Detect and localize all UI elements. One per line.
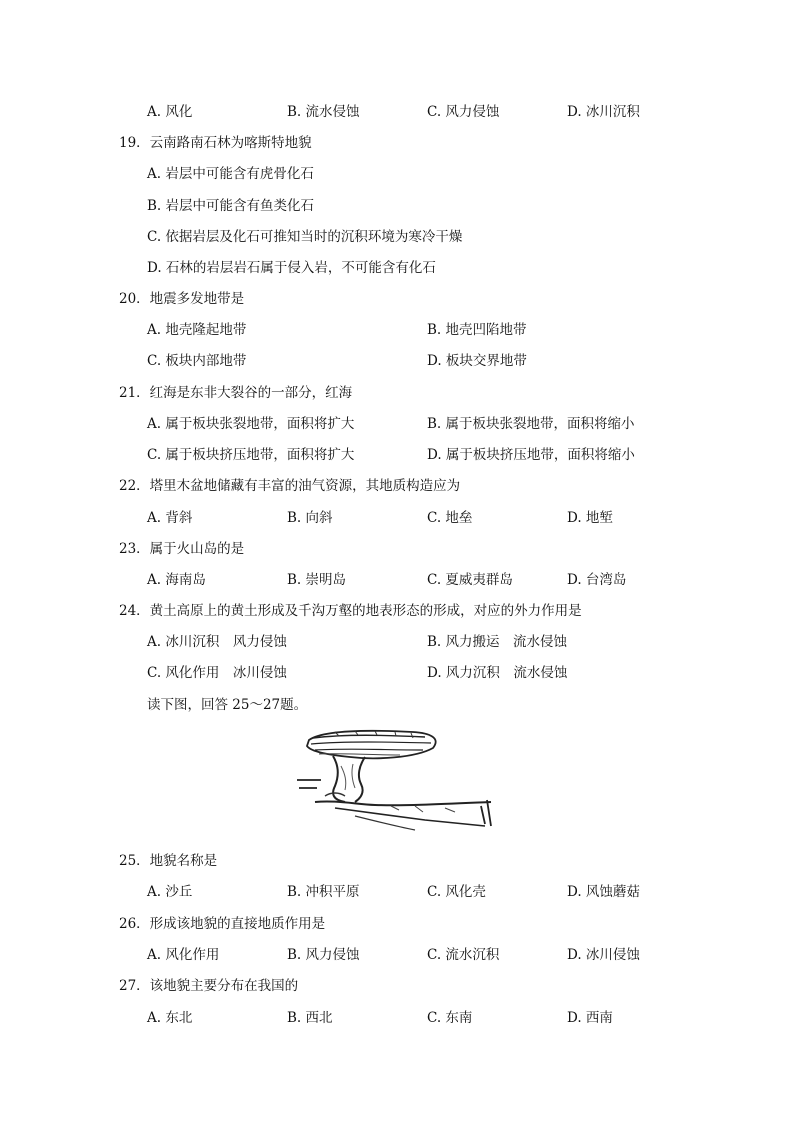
q21-option-a: A. 属于板块张裂地带，面积将扩大 — [147, 416, 355, 432]
q20-stem: 20．地震多发地带是 — [119, 291, 245, 307]
q23-stem: 23．属于火山岛的是 — [119, 541, 245, 557]
q21-option-b: B. 属于板块张裂地带，面积将缩小 — [427, 416, 635, 432]
q25-stem: 25．地貌名称是 — [119, 853, 218, 869]
figure-instruction: 读下图，回答 25～27题。 — [147, 697, 308, 713]
q24-option-a: A. 冰川沉积 风力侵蚀 — [147, 634, 287, 650]
q27-option-b: B. 西北 — [287, 1010, 333, 1026]
q20-option-c: C. 板块内部地带 — [147, 353, 247, 369]
q27-option-c: C. 东南 — [427, 1010, 473, 1026]
q22-option-d: D. 地堑 — [567, 510, 613, 526]
q26-option-d: D. 冰川侵蚀 — [567, 947, 640, 963]
q18-option-b: B. 流水侵蚀 — [287, 104, 360, 120]
q22-stem: 22．塔里木盆地储藏有丰富的油气资源，其地质构造应为 — [119, 478, 461, 494]
q19-stem: 19．云南路南石林为喀斯特地貌 — [119, 135, 312, 151]
q20-option-a: A. 地壳隆起地带 — [147, 322, 247, 338]
q21-option-d: D. 属于板块挤压地带，面积将缩小 — [427, 447, 635, 463]
q22-option-b: B. 向斜 — [287, 510, 333, 526]
q24-option-d: D. 风力沉积 流水侵蚀 — [427, 665, 568, 681]
q26-option-a: A. 风化作用 — [147, 947, 220, 963]
q19-option-a: A. 岩层中可能含有虎骨化石 — [147, 166, 314, 182]
q22-option-a: A. 背斜 — [147, 510, 193, 526]
q26-stem: 26．形成该地貌的直接地质作用是 — [119, 916, 326, 932]
q25-option-c: C. 风化壳 — [427, 884, 486, 900]
q18-option-d: D. 冰川沉积 — [567, 104, 640, 120]
q26-option-c: C. 流水沉积 — [427, 947, 500, 963]
q23-option-d: D. 台湾岛 — [567, 572, 627, 588]
q21-stem: 21．红海是东非大裂谷的一部分，红海 — [119, 385, 353, 401]
q19-option-c: C. 依据岩层及化石可推知当时的沉积环境为寒冷干燥 — [147, 229, 463, 245]
q23-option-a: A. 海南岛 — [147, 572, 206, 588]
q25-option-a: A. 沙丘 — [147, 884, 193, 900]
q21-option-c: C. 属于板块挤压地带，面积将扩大 — [147, 447, 355, 463]
q27-option-d: D. 西南 — [567, 1010, 613, 1026]
q18-option-a: A. 风化 — [147, 104, 193, 120]
q25-option-d: D. 风蚀蘑菇 — [567, 884, 640, 900]
q19-option-d: D. 石林的岩层岩石属于侵入岩，不可能含有化石 — [147, 260, 436, 276]
q24-stem: 24．黄土高原上的黄土形成及千沟万壑的地表形态的形成，对应的外力作用是 — [119, 603, 582, 619]
q23-option-b: B. 崇明岛 — [287, 572, 347, 588]
q25-option-b: B. 冲积平原 — [287, 884, 360, 900]
q24-option-c: C. 风化作用 冰川侵蚀 — [147, 665, 287, 681]
q18-option-c: C. 风力侵蚀 — [427, 104, 500, 120]
q27-option-a: A. 东北 — [147, 1010, 193, 1026]
q20-option-d: D. 板块交界地带 — [427, 353, 527, 369]
q27-stem: 27．该地貌主要分布在我国的 — [119, 978, 299, 994]
q23-option-c: C. 夏威夷群岛 — [427, 572, 513, 588]
mushroom-rock-figure — [295, 726, 500, 840]
q19-option-b: B. 岩层中可能含有鱼类化石 — [147, 198, 315, 214]
q24-option-b: B. 风力搬运 流水侵蚀 — [427, 634, 568, 650]
q20-option-b: B. 地壳凹陷地带 — [427, 322, 527, 338]
q22-option-c: C. 地垒 — [427, 510, 473, 526]
q26-option-b: B. 风力侵蚀 — [287, 947, 360, 963]
